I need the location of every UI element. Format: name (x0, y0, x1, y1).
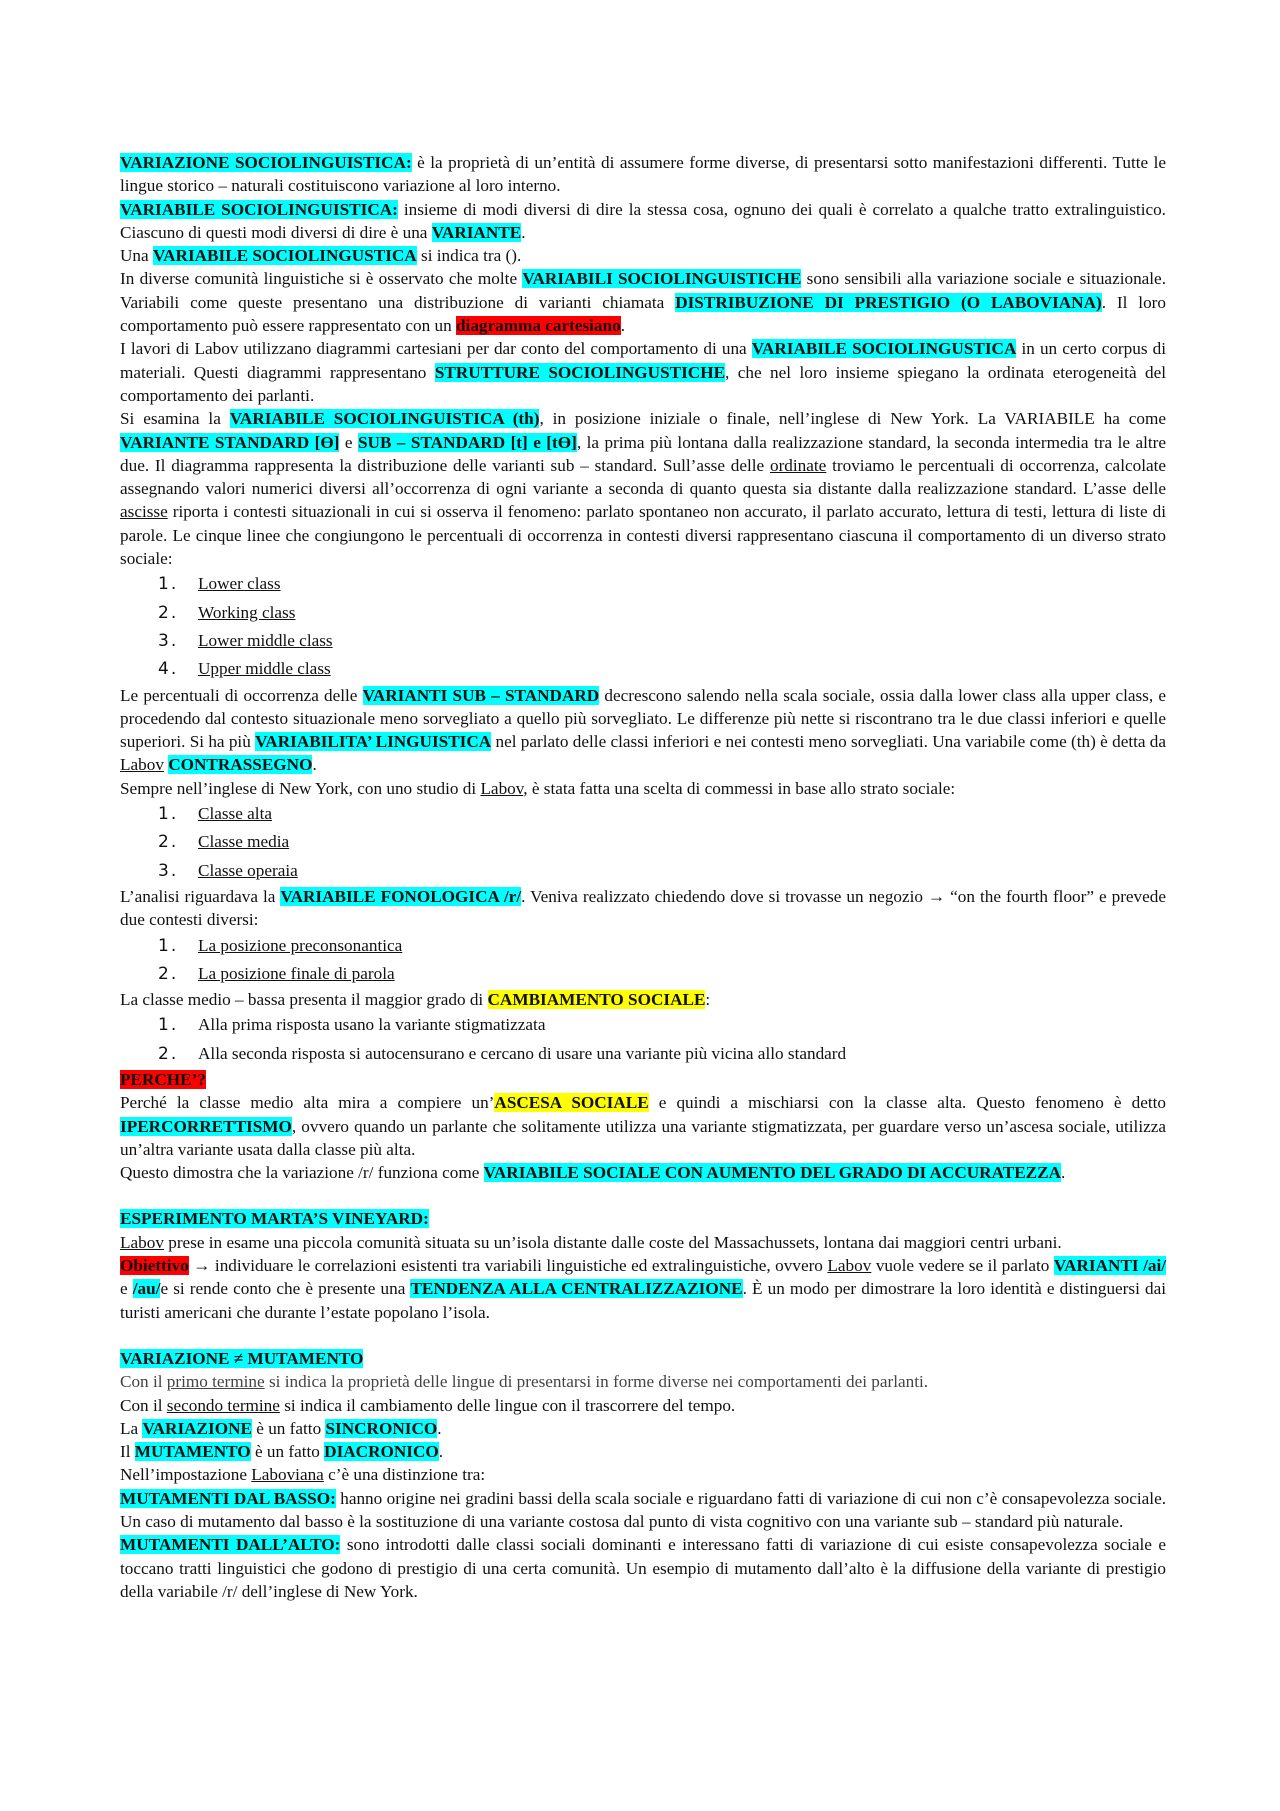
list-contesti (120, 932, 1166, 989)
term-variabile-th: VARIABILE SOCIOLINGUISTICA (th) (229, 409, 540, 429)
section-gap (120, 1184, 1166, 1207)
paragraph-primo-termine (120, 1370, 1166, 1393)
term-variabile-sociolinguistica: VARIABILE SOCIOLINGUISTICA: (120, 199, 398, 219)
term-variabilita-linguistica: VARIABILITA’ LINGUISTICA (255, 732, 492, 752)
term-au: /au/ (132, 1279, 161, 1299)
text: e quindi a mischiarsi con la classe alta. Questo fenomeno è detto (648, 1093, 1166, 1113)
list-item-text: La posizione preconsonantica (198, 935, 403, 955)
list-classi (120, 800, 1166, 885)
paragraph-mutamenti-dall-alto (120, 1533, 1166, 1603)
text: → individuare le correlazioni esistenti tra variabili linguistiche ed extralinguistiche, ovvero (188, 1256, 828, 1276)
paragraph-variabile-sociale (120, 1161, 1166, 1184)
list-number: 3. (158, 630, 179, 651)
list-number: 1. (158, 804, 179, 825)
text: La classe medio – bassa presenta il maggior grado di (120, 990, 488, 1010)
term-ascesa-sociale: ASCESA SOCIALE (494, 1093, 649, 1113)
list-item-text: Classe alta (198, 804, 272, 824)
underlined-laboviana: Laboviana (251, 1465, 324, 1485)
text: Con il (120, 1395, 167, 1415)
text: . (1061, 1163, 1066, 1183)
paragraph-perche (120, 1068, 1166, 1091)
term-mutamenti-dal-basso: MUTAMENTI DAL BASSO: (120, 1488, 336, 1508)
term-diagramma-cartesiano: diagramma cartesiano (456, 316, 621, 336)
text: , in posizione iniziale o finale, nell’inglese di New York. La VARIABILE ha come (539, 409, 1166, 429)
text: è la proprietà di un’entità di assumere forme diverse, di presentarsi sotto manifestazioni differenti. Tutte le lingue storico – naturali costituiscono variazione al loro interno. (120, 153, 1167, 196)
term-variabile-fonologica: VARIABILE FONOLOGICA /r/ (280, 886, 522, 906)
section-title-variazione-mutamento (120, 1347, 1166, 1370)
paragraph-secondo-termine (120, 1394, 1166, 1417)
term-sub-standard: SUB – STANDARD [t] e [tƟ] (357, 432, 577, 452)
list-item-text: La posizione finale di parola (198, 963, 395, 983)
list-item-text: Upper middle class (198, 659, 331, 679)
text: sono introdotti dalle classi sociali dominanti e interessano fatti di variazione di cui esiste consapevolezza sociale e toccano tratti linguistici che godono di prestigio di una certa comunità. Un esempio di mutamento dall’alto è la diffusione della variante di prestigio della variabile /r/ dell’inglese di New York. (120, 1535, 1166, 1601)
term-variante-standard: VARIANTE STANDARD [Ɵ] (120, 432, 340, 452)
list-item-text: Classe operaia (198, 860, 298, 880)
list-item (120, 1011, 1166, 1039)
list-item (120, 655, 1166, 683)
text: : (705, 990, 711, 1010)
paragraph-impostazione-laboviana (120, 1463, 1166, 1486)
text: . (620, 316, 625, 336)
underlined-ordinate: ordinate (769, 455, 827, 475)
list-item (120, 1040, 1166, 1068)
text: , la prima più lontana dalla realizzazione standard, la seconda intermedia tra le altre due. Il diagramma rappresenta la distribuzione delle varianti sub – standard. Sull’asse delle (120, 432, 1166, 475)
term-cambiamento-sociale: CAMBIAMENTO SOCIALE (487, 990, 706, 1010)
paragraph-variazione-definition (120, 151, 1166, 198)
underlined-labov: Labov (480, 778, 524, 798)
term-variabile-sociale-accuratezza: VARIABILE SOCIALE CON AUMENTO DEL GRADO DI ACCURATEZZA (483, 1163, 1061, 1183)
term-mutamento: MUTAMENTO (134, 1442, 251, 1462)
text: Una (120, 246, 153, 266)
text: La (120, 1418, 143, 1438)
text: è un fatto (250, 1442, 325, 1462)
underlined-ascisse: ascisse (120, 502, 168, 522)
text: troviamo le percentuali di occorrenza, calcolate assegnando valori numerici diversi all’occorrenza di ogni variante a seconda di quanto questa sia distante dalla realizzazione standard. L’asse delle (120, 455, 1166, 499)
list-item (120, 800, 1166, 828)
text: , che nel loro insieme spiegano la ordinata eterogeneità del comportamento dei parlanti. (120, 362, 1167, 405)
term-variabile-sociolingustica: VARIABILE SOCIOLINGUSTICA (152, 246, 417, 266)
text: hanno origine nei gradini bassi della scala sociale e riguardano fatti di variazione di cui non c’è consapevolezza sociale. Un caso di mutamento dal basso è la sostituzione di una variante costosa dal punto di vista cognitivo con una variante sub – standard più naturale. (120, 1488, 1166, 1532)
list-item (120, 960, 1166, 988)
list-number: 1. (158, 1015, 179, 1036)
text: . È un modo per dimostrare la loro identità e distinguersi dai turisti americani che durante l’estate popolano l’isola. (120, 1279, 1166, 1322)
text: si indica tra (). (416, 246, 522, 266)
term-obiettivo: Obiettivo (120, 1256, 189, 1276)
list-social-classes (120, 570, 1166, 683)
list-item-text: Lower middle class (198, 630, 333, 650)
text: c’è una distinzione tra: (323, 1465, 486, 1485)
term-variabili-sociolinguistiche: VARIABILI SOCIOLINGUISTICHE (522, 269, 802, 289)
section-gap (120, 1324, 1166, 1347)
text: riporta i contesti situazionali in cui si osserva il fenomeno: parlato spontaneo non accurato, il parlato accurato, lettura di testi, lettura di liste di parole. Le cinque linee che congiungono le percentuali di occorrenza in contesti diversi rappresentano ciascuna il comportamento di un diverso strato sociale: (120, 502, 1166, 569)
term-contrassegno: CONTRASSEGNO (168, 755, 313, 775)
text: Il (120, 1442, 135, 1462)
paragraph-percentuali (120, 684, 1166, 777)
list-number: 2. (158, 963, 179, 984)
text: Sempre nell’inglese di New York, con uno studio di (120, 778, 481, 798)
text: insieme di modi diversi di dire la stessa cosa, ognuno dei quali è correlato a qualche tratto extralinguistico. Ciascuno di questi modi diversi di dire è una (120, 199, 1166, 242)
text: In diverse comunità linguistiche si è osservato che molte (120, 269, 523, 289)
text: è un fatto (251, 1418, 326, 1438)
text: . Veniva realizzato chiedendo dove si trovasse un negozio → “on the fourth floor” e prevede due contesti diversi: (120, 886, 1166, 930)
underlined-primo-termine: primo termine (166, 1372, 265, 1392)
text: Con il (120, 1372, 167, 1392)
text: Perché la classe medio alta mira a compiere un’ (120, 1093, 495, 1113)
text: , è stata fatta una scelta di commessi in base allo strato sociale: (523, 778, 956, 798)
list-number: 2. (158, 1043, 179, 1064)
term-varianti-sub-standard: VARIANTI SUB – STANDARD (362, 685, 600, 705)
document-page (120, 151, 1166, 1603)
term-varianti-ai: VARIANTI /ai/ (1053, 1256, 1167, 1276)
text: Si esamina la (120, 409, 230, 429)
list-item (120, 570, 1166, 598)
list-risposte (120, 1011, 1166, 1068)
term-strutture-sociolingustiche: STRUTTURE SOCIOLINGUSTICHE (434, 362, 726, 382)
term-variazione: VARIAZIONE (142, 1418, 252, 1438)
term-diacronico: DIACRONICO (324, 1442, 439, 1462)
text: prese in esame una piccola comunità situata su un’isola distante dalle coste del Massachussets, lontana dai maggiori centri urbani. (163, 1232, 1062, 1252)
term-sincronico: SINCRONICO (325, 1418, 438, 1438)
list-item-text: Lower class (198, 574, 281, 594)
text: . (312, 755, 317, 775)
list-number: 2. (158, 832, 179, 853)
paragraph-cambiamento-sociale (120, 988, 1166, 1011)
list-number: 4. (158, 659, 179, 680)
underlined-labov: Labov (120, 1232, 164, 1252)
text: sono sensibili alla variazione sociale e situazionale. Variabili come queste presentano una distribuzione di varianti chiamata (120, 269, 1166, 312)
term-distribuzione-di-prestigio: DISTRIBUZIONE DI PRESTIGIO (O LABOVIANA) (675, 292, 1102, 312)
text: . Il loro comportamento può essere rappresentato con un (120, 292, 1166, 336)
text: I lavori di Labov utilizzano diagrammi cartesiani per dar conto del comportamento di una (120, 339, 752, 359)
list-item-text: Alla seconda risposta si autocensurano e cercano di usare una variante più vicina allo standard (198, 1043, 847, 1063)
term-variante: VARIANTE (431, 222, 522, 242)
list-item (120, 627, 1166, 655)
underlined-secondo-termine: secondo termine (166, 1395, 280, 1415)
term-variazione-sociolinguistica: VARIAZIONE SOCIOLINGUISTICA: (120, 153, 412, 172)
underlined-labov: Labov (120, 755, 164, 775)
text: in un certo corpus di materiali. Questi diagrammi rappresentano (120, 339, 1166, 382)
paragraph-variabile-fonologica (120, 885, 1166, 932)
underlined-labov: Labov (827, 1256, 872, 1276)
paragraph-ipercorrettismo (120, 1091, 1166, 1161)
paragraph-variabile-definition (120, 198, 1166, 245)
term-centralizzazione: TENDENZA ALLA CENTRALIZZAZIONE (410, 1279, 743, 1299)
list-number: 3. (158, 860, 179, 881)
text: . (437, 1418, 442, 1438)
text: e (339, 432, 358, 452)
heading-perche: PERCHE’? (120, 1069, 206, 1089)
text: e si rende conto che è presente una (160, 1279, 411, 1299)
paragraph-mutamento-diacronico (120, 1440, 1166, 1463)
paragraph-variazione-sincronico (120, 1417, 1166, 1440)
list-item (120, 828, 1166, 856)
text: decrescono salendo nella scala sociale, ossia dalla lower class alla upper class, e procedendo dal contesto situazionale meno sorvegliato a quello più sorvegliato. Le differenze più nette si riscontrano tra le due classi inferiori e quelle superiori. Si ha più (120, 685, 1166, 752)
paragraph-labov-comunita (120, 1231, 1166, 1254)
text: . (521, 222, 526, 242)
heading-esperimento: ESPERIMENTO MARTA’S VINEYARD: (120, 1209, 429, 1229)
term-mutamenti-dall-alto: MUTAMENTI DALL’ALTO: (120, 1535, 341, 1555)
text: si indica il cambiamento delle lingue con il trascorrere del tempo. (279, 1395, 736, 1415)
list-item (120, 599, 1166, 627)
text: si indica la proprietà delle lingue di presentarsi in forme diverse nei comportamenti dei parlanti. (264, 1372, 929, 1392)
list-item-text: Alla prima risposta usano la variante stigmatizzata (198, 1015, 546, 1035)
text: Le percentuali di occorrenza delle (120, 685, 363, 705)
list-number: 1. (158, 574, 179, 595)
text: vuole vedere se il parlato (871, 1256, 1054, 1276)
list-item (120, 932, 1166, 960)
text: e (120, 1279, 133, 1299)
term-variabile-sociolingustica-2: VARIABILE SOCIOLINGUSTICA (751, 339, 1017, 359)
text: Nell’impostazione (120, 1465, 252, 1485)
term-ipercorrettismo: IPERCORRETTISMO (120, 1116, 292, 1136)
paragraph-variabile-notation (120, 244, 1166, 267)
paragraph-mutamenti-dal-basso (120, 1487, 1166, 1534)
text: L’analisi riguardava la (120, 886, 281, 906)
list-number: 1. (158, 935, 179, 956)
section-title-marthas-vineyard (120, 1207, 1166, 1230)
paragraph-variabile-th (120, 407, 1166, 570)
paragraph-commessi (120, 777, 1166, 800)
list-item-text: Working class (198, 602, 296, 622)
paragraph-distribuzione-prestigio (120, 267, 1166, 337)
text: . (438, 1442, 444, 1462)
heading-variazione-mutamento: VARIAZIONE ≠ MUTAMENTO (120, 1348, 364, 1368)
text: , ovvero quando un parlante che solitamente utilizza una variante stigmatizzata, per guardare verso un’ascesa sociale, utilizza un’altra variante usata dalla classe più alta. (120, 1116, 1166, 1159)
text: nel parlato delle classi inferiori e nei contesti meno sorvegliati. Una variabile come (th) è detta da (491, 732, 1167, 752)
list-number: 2. (158, 602, 179, 623)
paragraph-obiettivo (120, 1254, 1166, 1324)
paragraph-labov-diagrammi (120, 337, 1166, 407)
list-item-text: Classe media (198, 832, 290, 852)
text: Questo dimostra che la variazione /r/ funziona come (120, 1163, 484, 1183)
list-item (120, 857, 1166, 885)
